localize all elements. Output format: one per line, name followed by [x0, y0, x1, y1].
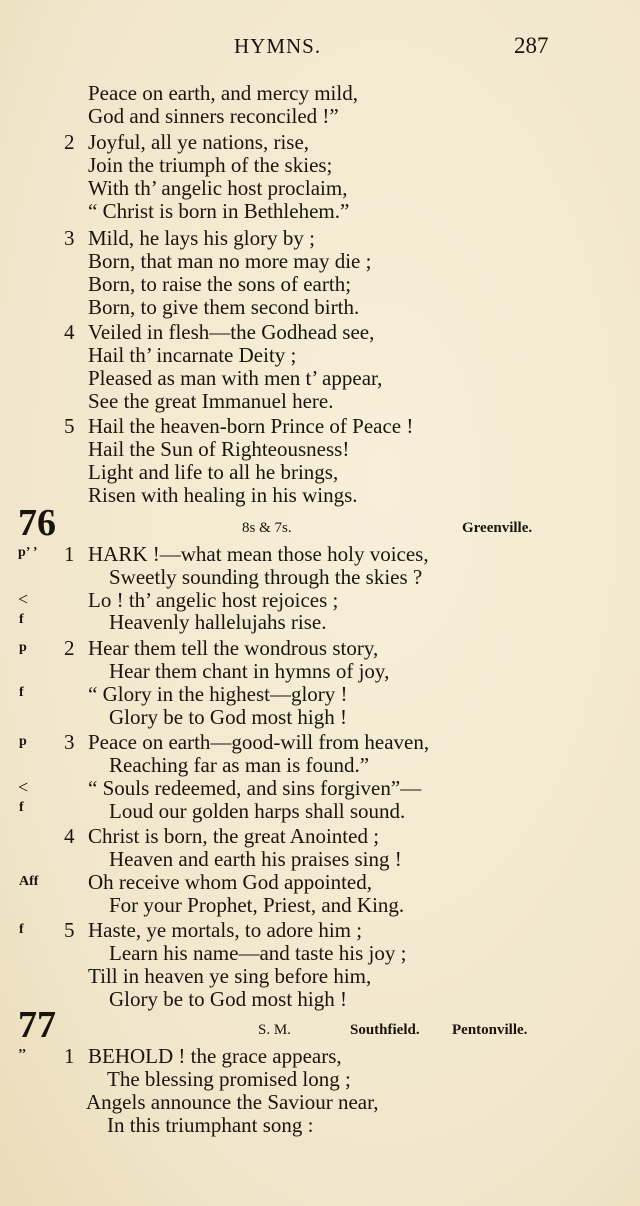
- hymn-meter: 8s & 7s.: [242, 520, 292, 536]
- verse-line: Reaching far as man is found.”: [109, 753, 370, 777]
- verse-line: Join the triumph of the skies;: [88, 153, 333, 177]
- verse-line: Heavenly hallelujahs rise.: [109, 610, 327, 634]
- stanza-number: 5: [64, 414, 75, 438]
- verse-line: Hail the heaven-born Prince of Peace !: [88, 414, 414, 438]
- tune-name: Pentonville.: [452, 1022, 528, 1038]
- verse-line: Hail the Sun of Righteousness!: [88, 437, 350, 461]
- verse-line: Glory be to God most high !: [109, 987, 347, 1011]
- verse-line: Till in heaven ye sing before him,: [88, 964, 372, 988]
- stanza-number: 2: [64, 636, 75, 660]
- hymn-meter: S. M.: [258, 1022, 291, 1038]
- stanza-number: 3: [64, 226, 75, 250]
- verse-line: Pleased as man with men t’ appear,: [88, 366, 383, 390]
- verse-line: “ Glory in the highest—glory !: [88, 682, 348, 706]
- verse-line: Glory be to God most high !: [109, 705, 347, 729]
- verse-line: Heaven and earth his praises sing !: [109, 847, 402, 871]
- verse-line: BEHOLD ! the grace appears,: [88, 1044, 342, 1068]
- verse-line: Peace on earth, and mercy mild,: [88, 81, 358, 105]
- verse-line: Lo ! th’ angelic host rejoices ;: [88, 588, 339, 612]
- verse-line: Hear them chant in hymns of joy,: [109, 659, 390, 683]
- dynamic-mark: f: [19, 612, 24, 627]
- dynamic-mark: <: [18, 777, 29, 797]
- running-header: HYMNS.: [234, 34, 322, 58]
- hymn-number: 77: [18, 1004, 56, 1046]
- verse-line: See the great Immanuel here.: [88, 389, 334, 413]
- verse-line: Peace on earth—good-will from heaven,: [88, 730, 430, 754]
- verse-line: “ Christ is born in Bethlehem.”: [88, 199, 350, 223]
- stanza-number: 1: [64, 1044, 75, 1068]
- verse-line: Veiled in flesh—the Godhead see,: [88, 320, 375, 344]
- dynamic-mark: p: [19, 640, 27, 655]
- verse-line: Born, to raise the sons of earth;: [88, 272, 352, 296]
- dynamic-mark: f: [19, 922, 24, 937]
- verse-line: Angels announce the Saviour near,: [86, 1090, 379, 1114]
- stanza-number: 5: [64, 918, 75, 942]
- verse-line: For your Prophet, Priest, and King.: [109, 893, 405, 917]
- verse-line: Mild, he lays his glory by ;: [88, 226, 315, 250]
- verse-line: “ Souls redeemed, and sins forgiven”—: [88, 776, 422, 800]
- verse-line: Sweetly sounding through the skies ?: [109, 565, 423, 589]
- verse-line: Loud our golden harps shall sound.: [109, 799, 406, 823]
- verse-line: Risen with healing in his wings.: [88, 483, 358, 507]
- dynamic-mark: f: [19, 685, 24, 700]
- verse-line: Haste, ye mortals, to adore him ;: [88, 918, 363, 942]
- stanza-number: 4: [64, 320, 75, 344]
- verse-line: God and sinners reconciled !”: [88, 104, 339, 128]
- verse-line: Oh receive whom God appointed,: [88, 870, 373, 894]
- tune-name: Southfield.: [350, 1022, 420, 1038]
- hymn-number: 76: [18, 502, 56, 544]
- dynamic-mark: p: [19, 734, 27, 749]
- verse-line: Born, to give them second birth.: [88, 295, 360, 319]
- verse-line: Light and life to all he brings,: [88, 460, 339, 484]
- page-number: 287: [514, 33, 549, 58]
- stanza-number: 4: [64, 824, 75, 848]
- verse-line: Hail th’ incarnate Deity ;: [88, 343, 297, 367]
- stanza-number: 3: [64, 730, 75, 754]
- verse-line: With th’ angelic host proclaim,: [88, 176, 348, 200]
- dynamic-mark: ’’: [18, 1047, 27, 1062]
- verse-line: Hear them tell the wondrous story,: [88, 636, 379, 660]
- dynamic-mark: p’ ’: [18, 545, 38, 560]
- verse-line: Learn his name—and taste his joy ;: [109, 941, 407, 965]
- verse-line: Born, that man no more may die ;: [88, 249, 372, 273]
- verse-line: The blessing promised long ;: [107, 1067, 351, 1091]
- stanza-number: 1: [64, 542, 75, 566]
- verse-line: In this triumphant song :: [107, 1113, 314, 1137]
- dynamic-mark: f: [19, 800, 24, 815]
- verse-line: Joyful, all ye nations, rise,: [88, 130, 310, 154]
- verse-line: Christ is born, the great Anointed ;: [88, 824, 380, 848]
- verse-line: HARK !—what mean those holy voices,: [88, 542, 429, 566]
- stanza-number: 2: [64, 130, 75, 154]
- dynamic-mark: <: [18, 589, 29, 609]
- tune-name: Greenville.: [462, 520, 533, 536]
- dynamic-mark: Aff: [19, 874, 39, 889]
